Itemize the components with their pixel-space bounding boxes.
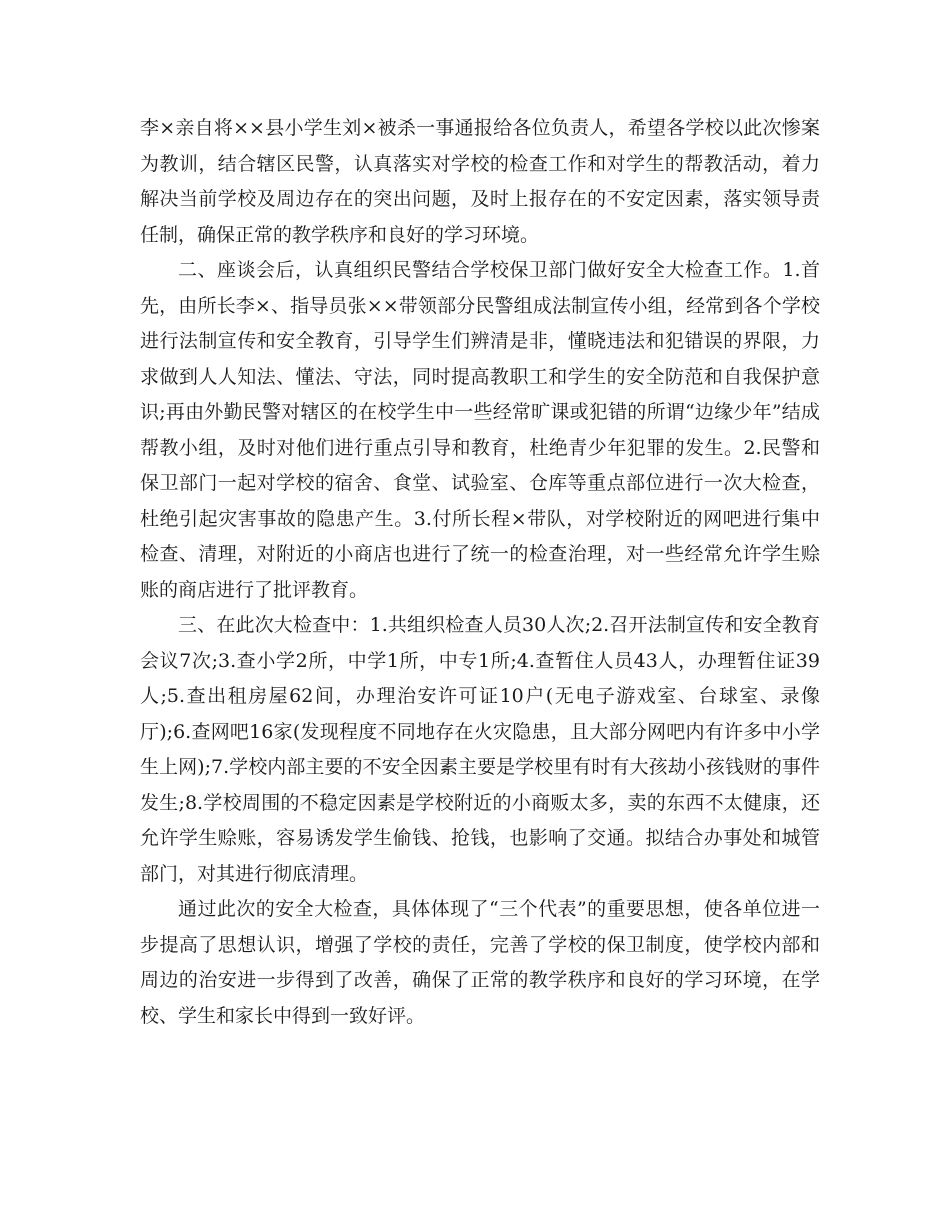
paragraph-3: 三、在此次大检查中：1.共组织检查人员30人次;2.召开法制宣传和安全教育会议7次;3.查小学2所，中学1所，中专1所;4.查暂住人员43人，办理暂住证39人;5.查出租房屋62间，办理治安许可证10户(无电子游戏室、台球室、录像厅);6.查网吧16家(发现程度不同地存在火灾隐患，且大部分网吧内有许多中小学生上网);7.学校内部主要的不安全因素主要是学校里有时有大孩劫小孩钱财的事件发生;8.学校周围的不稳定因素是学校附近的小商贩太多，卖的东西不太健康，还允许学生赊账，容易诱发学生偷钱、抢钱，也影响了交通。拟结合办事处和城管部门，对其进行彻底清理。 [140, 614, 820, 885]
paragraph-4: 通过此次的安全大检查，具体体现了“三个代表”的重要思想，使各单位进一步提高了思想认识，增强了学校的责任，完善了学校的保卫制度，使学校内部和周边的治安进一步得到了改善，确保了正常的教学秩序和良好的学习环境，在学校、学生和家长中得到一致好评。 [140, 898, 820, 1027]
paragraph-2: 二、座谈会后，认真组织民警结合学校保卫部门做好安全大检查工作。1.首先，由所长李×、指导员张××带领部分民警组成法制宣传小组，经常到各个学校进行法制宣传和安全教育，引导学生们辨清是非，懂晓违法和犯错误的界限，力求做到人人知法、懂法、守法，同时提高教职工和学生的安全防范和自我保护意识;再由外勤民警对辖区的在校学生中一些经常旷课或犯错的所谓“边缘少年”结成帮教小组，及时对他们进行重点引导和教育，杜绝青少年犯罪的发生。2.民警和保卫部门一起对学校的宿舍、食堂、试验室、仓库等重点部位进行一次大检查，杜绝引起灾害事故的隐患产生。3.付所长程×带队，对学校附近的网吧进行集中检查、清理，对附近的小商店也进行了统一的检查治理，对一些经常允许学生赊账的商店进行了批评教育。 [140, 259, 820, 601]
document-body [140, 111, 820, 1034]
paragraph-1: 李×亲自将××县小学生刘×被杀一事通报给各位负责人，希望各学校以此次惨案为教训，结合辖区民警，认真落实对学校的检查工作和对学生的帮教活动，着力解决当前学校及周边存在的突出问题，及时上报存在的不安定因素，落实领导责任制，确保正常的教学秩序和良好的学习环境。 [140, 117, 820, 246]
